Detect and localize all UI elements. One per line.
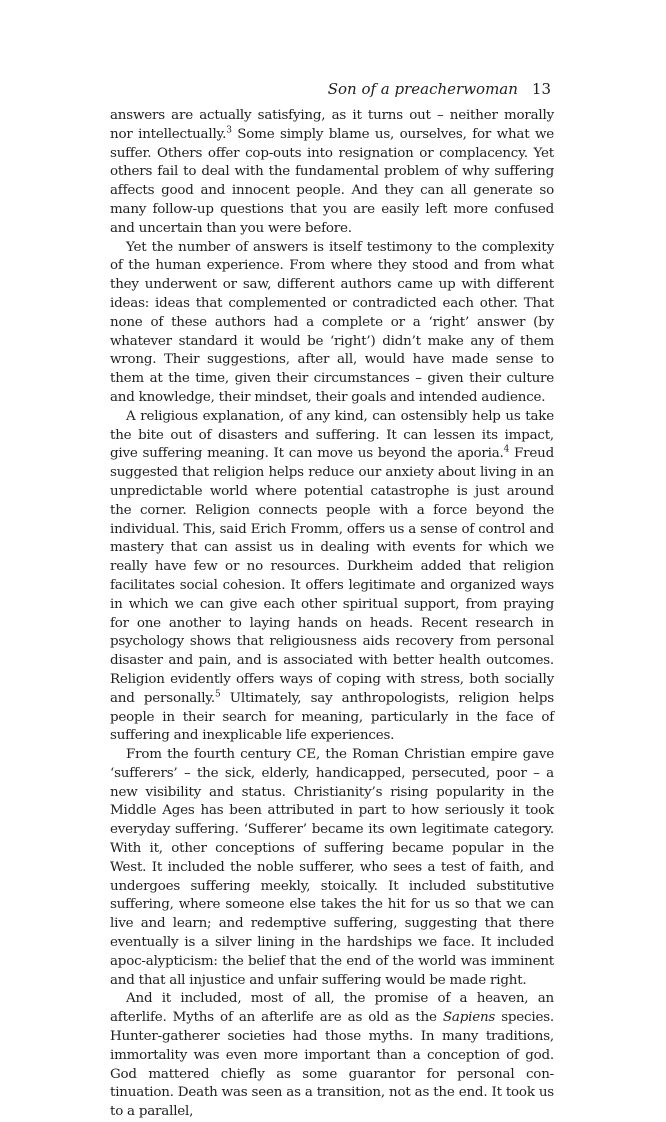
- body-text: [110, 107, 554, 1122]
- footnote-ref-4[interactable]: 4: [503, 444, 510, 455]
- text-run: From the fourth century CE, the Roman Christian empire gave ‘sufferers’ – the sick, elderly, handicapped, persecuted, poor – a new visibility and status. Christianity’s rising popularity in the Middle Ages has been attributed in part to how seriously it took everyday suffering. ‘Sufferer’ became its own legitimate category. With it, other conceptions of suffering became popular in the West. It included the noble sufferer, who sees a test of faith, and undergoes suffering meekly, stoically. It included substitutive suffering, where someone else takes the hit for us so that we can live and learn; and redemptive suffering, suggesting that there eventually is a silver lining in the hardships we face. It included apoc-alypticism: the belief that the end of the world was imminent and that all injustice and unfair suffering would be made right.: [110, 747, 554, 988]
- chapter-title: Son of a preacherwoman: [327, 80, 518, 98]
- footnote-ref-3[interactable]: 3: [226, 125, 232, 136]
- text-run: Yet the number of answers is itself testimony to the complexity of the human experience. From where they stood and from what they underwent or saw, different authors came up with different ideas: ideas that complemented or contradicted each other. That none of these authors had a complete or a ‘right’ answer (by whatever standard it would be ‘right’) didn’t make any of them wrong. Their suggestions, after all, would have made sense to them at the time, given their circumstances – given their culture and knowledge, their mindset, their goals and intended audience.: [110, 239, 554, 405]
- text-run: species. Hunter-gatherer societies had those myths. In many traditions, immortality was even more important than a conception of god. God mattered chiefly as some guarantor for personal con-tinuation. Death was seen as a transition, not as the end. It took us to a parallel,: [110, 1010, 555, 1120]
- text-run: Some simply blame us, ourselves, for what we suffer. Others offer cop-outs into resignation or complacency. Yet others fail to deal with the fundamental problem of why suffering affects good and innocent people. And they can all generate so many follow-up questions that you are easily left more confused and uncertain than you were before.: [110, 126, 554, 236]
- running-head: [328, 79, 551, 99]
- italic-term: Sapiens: [442, 1010, 496, 1026]
- paragraph-3: [110, 408, 554, 746]
- page-number: 13: [531, 80, 551, 98]
- footnote-ref-5[interactable]: 5: [215, 689, 221, 700]
- paragraph-1: [110, 107, 554, 239]
- text-run: answers are actually satisfying, as it turns out – neither morally nor intellectually.: [110, 108, 554, 142]
- text-run: Freud suggested that religion helps reduce our anxiety about living in an unpredictable world where potential catastrophe is just around the corner. Religion connects people with a force beyond the individual. This, said Erich Fromm, offers us a sense of control and mastery that can assist us in dealing with events for which we really have few or no resources. Durkheim added that religion facilitates social cohesion. It offers legitimate and organized ways in which we can give each other spiritual support, from praying for one another to laying hands on heads. Recent research in psychology shows that religiousness aids recovery from personal disaster and pain, and is associated with better health outcomes. Religion evidently offers ways of coping with stress, both socially and personally.: [110, 446, 554, 706]
- text-run: Ultimately, say anthropologists, religion helps people in their search for meaning, particularly in the face of suffering and inexplicable life experiences.: [110, 690, 555, 744]
- text-run: A religious explanation, of any kind, can ostensibly help us take the bite out of disasters and suffering. It can lessen its impact, give suffering meaning. It can move us beyond the aporia.: [110, 408, 554, 462]
- paragraph-2: [110, 239, 554, 408]
- paragraph-5: [110, 990, 554, 1122]
- text-run: And it included, most of all, the promise of a heaven, an afterlife. Myths of an afterlife are as old as the: [110, 991, 554, 1026]
- paragraph-4: [110, 746, 554, 990]
